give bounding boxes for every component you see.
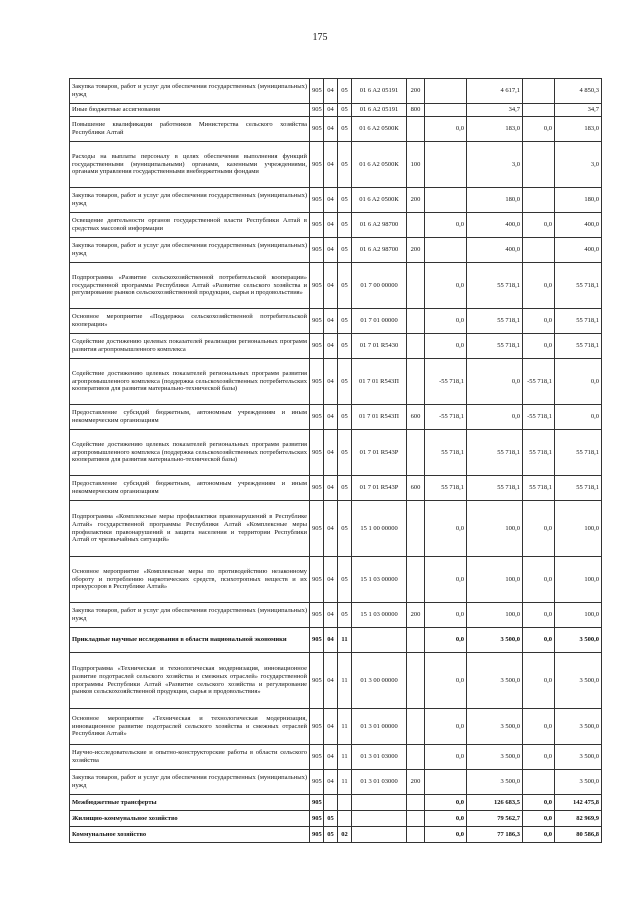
- table-row: [70, 653, 602, 709]
- row-target-article: [352, 795, 407, 811]
- row-section: 04: [324, 476, 338, 501]
- row-expense-type: [407, 795, 425, 811]
- row-expense-type: 200: [407, 188, 425, 213]
- row-grbs: 905: [310, 653, 324, 709]
- row-amount-2021: 3 500,0: [467, 745, 523, 770]
- row-change-2021: [425, 79, 467, 104]
- row-grbs: 905: [310, 770, 324, 795]
- row-amount-2021: 0,0: [467, 359, 523, 405]
- row-name: Содействие достижению целевых показателей реализации региональных программ развития агропромышленного комплекса: [70, 334, 310, 359]
- table-row: [70, 476, 602, 501]
- row-subsection: 05: [338, 476, 352, 501]
- table-row: [70, 142, 602, 188]
- row-amount-2021: 183,0: [467, 117, 523, 142]
- row-amount-2021: 100,0: [467, 501, 523, 557]
- row-change-2022: 0,0: [523, 827, 555, 843]
- table-row: [70, 827, 602, 843]
- row-grbs: 905: [310, 104, 324, 117]
- row-target-article: 01 3 00 00000: [352, 653, 407, 709]
- row-change-2022: -55 718,1: [523, 405, 555, 430]
- row-amount-2022: 400,0: [555, 213, 602, 238]
- row-grbs: 905: [310, 709, 324, 745]
- row-expense-type: 100: [407, 142, 425, 188]
- row-subsection: 05: [338, 501, 352, 557]
- row-subsection: 05: [338, 117, 352, 142]
- row-change-2021: 55 718,1: [425, 476, 467, 501]
- row-target-article: 01 7 01 R543П: [352, 359, 407, 405]
- row-section: 04: [324, 501, 338, 557]
- row-target-article: 01 6 A2 98700: [352, 238, 407, 263]
- row-expense-type: [407, 359, 425, 405]
- row-change-2022: 0,0: [523, 557, 555, 603]
- row-expense-type: [407, 709, 425, 745]
- table-row: [70, 811, 602, 827]
- row-grbs: 905: [310, 142, 324, 188]
- row-section: 04: [324, 117, 338, 142]
- row-name: Закупка товаров, работ и услуг для обеспечения государственных (муниципальных) нужд: [70, 79, 310, 104]
- row-grbs: 905: [310, 827, 324, 843]
- row-change-2022: 0,0: [523, 795, 555, 811]
- row-subsection: 05: [338, 359, 352, 405]
- row-target-article: 15 1 00 00000: [352, 501, 407, 557]
- row-subsection: [338, 795, 352, 811]
- row-change-2022: 0,0: [523, 334, 555, 359]
- row-section: 04: [324, 709, 338, 745]
- row-section: 04: [324, 309, 338, 334]
- table-row: [70, 334, 602, 359]
- row-target-article: 01 6 A2 0500К: [352, 142, 407, 188]
- row-subsection: 05: [338, 557, 352, 603]
- row-grbs: 905: [310, 795, 324, 811]
- row-expense-type: 200: [407, 603, 425, 628]
- row-name: Освещение деятельности органов государственной власти Республики Алтай в средствах массовой информации: [70, 213, 310, 238]
- row-target-article: 01 7 01 R5430: [352, 334, 407, 359]
- row-section: 04: [324, 142, 338, 188]
- row-change-2021: 0,0: [425, 334, 467, 359]
- row-amount-2022: 183,0: [555, 117, 602, 142]
- row-target-article: [352, 827, 407, 843]
- row-grbs: 905: [310, 405, 324, 430]
- row-expense-type: [407, 334, 425, 359]
- row-grbs: 905: [310, 117, 324, 142]
- row-change-2021: 0,0: [425, 653, 467, 709]
- row-change-2021: 0,0: [425, 811, 467, 827]
- row-change-2022: 0,0: [523, 213, 555, 238]
- row-change-2022: 0,0: [523, 117, 555, 142]
- table-row: [70, 359, 602, 405]
- row-amount-2022: 100,0: [555, 557, 602, 603]
- row-name: Жилищно-коммунальное хозяйство: [70, 811, 310, 827]
- row-change-2021: 0,0: [425, 117, 467, 142]
- row-target-article: 01 7 01 R543П: [352, 405, 407, 430]
- row-change-2021: 0,0: [425, 501, 467, 557]
- row-amount-2021: 100,0: [467, 557, 523, 603]
- row-name: Подпрограмма «Комплексные меры профилактики правонарушений в Республике Алтай» государственной программы Республики Алтай «Комплексные меры профилактики правонарушений и защита населения и территории Республики Алтай от чрезвычайных ситуаций»: [70, 501, 310, 557]
- row-change-2022: 0,0: [523, 501, 555, 557]
- row-amount-2021: 100,0: [467, 603, 523, 628]
- row-target-article: 01 6 A2 05191: [352, 79, 407, 104]
- row-change-2022: [523, 142, 555, 188]
- row-amount-2021: 79 562,7: [467, 811, 523, 827]
- row-change-2022: 0,0: [523, 811, 555, 827]
- row-amount-2021: 55 718,1: [467, 430, 523, 476]
- row-name: Основное мероприятие «Техническая и технологическая модернизация, инновационное развитие подотраслей сельского хозяйства и смежных отраслей Республики Алтай»: [70, 709, 310, 745]
- row-amount-2021: 3,0: [467, 142, 523, 188]
- table-row: [70, 309, 602, 334]
- row-subsection: 02: [338, 827, 352, 843]
- row-amount-2022: 142 475,8: [555, 795, 602, 811]
- row-expense-type: [407, 263, 425, 309]
- row-section: 04: [324, 104, 338, 117]
- row-name: Основное мероприятие «Поддержка сельскохозяйственной потребительской кооперации»: [70, 309, 310, 334]
- row-name: Предоставление субсидий бюджетным, автономным учреждениям и иным некоммерческим организациям: [70, 476, 310, 501]
- row-amount-2021: 0,0: [467, 405, 523, 430]
- row-name: Иные бюджетные ассигнования: [70, 104, 310, 117]
- row-target-article: 01 3 01 00000: [352, 709, 407, 745]
- row-amount-2021: 55 718,1: [467, 476, 523, 501]
- row-change-2021: [425, 238, 467, 263]
- row-change-2021: [425, 188, 467, 213]
- row-amount-2021: 3 500,0: [467, 770, 523, 795]
- row-subsection: 05: [338, 79, 352, 104]
- row-subsection: 05: [338, 213, 352, 238]
- row-amount-2021: 3 500,0: [467, 628, 523, 653]
- row-amount-2021: 180,0: [467, 188, 523, 213]
- row-expense-type: 200: [407, 79, 425, 104]
- row-subsection: 05: [338, 334, 352, 359]
- row-change-2021: 0,0: [425, 745, 467, 770]
- table-row: [70, 770, 602, 795]
- row-target-article: 01 7 01 R543Р: [352, 430, 407, 476]
- row-amount-2022: 3 500,0: [555, 653, 602, 709]
- row-expense-type: 200: [407, 770, 425, 795]
- row-change-2022: [523, 238, 555, 263]
- row-change-2022: 0,0: [523, 709, 555, 745]
- row-change-2021: [425, 104, 467, 117]
- row-section: 04: [324, 745, 338, 770]
- row-name: Подпрограмма «Техническая и технологическая модернизация, инновационное развитие подотраслей сельского хозяйства и смежных отраслей» государственной программы Республики Алтай «Развитие сельского хозяйства и регулирование рынков сельскохозяйственной продукции, сырья и продовольствия»: [70, 653, 310, 709]
- row-change-2021: 0,0: [425, 603, 467, 628]
- row-target-article: 01 7 00 00000: [352, 263, 407, 309]
- row-change-2021: 0,0: [425, 263, 467, 309]
- row-amount-2022: 3 500,0: [555, 745, 602, 770]
- row-change-2022: 0,0: [523, 628, 555, 653]
- row-amount-2022: 55 718,1: [555, 334, 602, 359]
- row-target-article: 01 6 A2 05191: [352, 104, 407, 117]
- row-grbs: 905: [310, 811, 324, 827]
- row-subsection: 05: [338, 263, 352, 309]
- row-name: Закупка товаров, работ и услуг для обеспечения государственных (муниципальных) нужд: [70, 770, 310, 795]
- row-amount-2022: 34,7: [555, 104, 602, 117]
- row-section: 04: [324, 334, 338, 359]
- row-amount-2021: 400,0: [467, 238, 523, 263]
- row-change-2021: 0,0: [425, 628, 467, 653]
- row-target-article: 01 7 01 R543Р: [352, 476, 407, 501]
- row-subsection: 05: [338, 188, 352, 213]
- row-expense-type: 600: [407, 405, 425, 430]
- row-target-article: 15 1 03 00000: [352, 557, 407, 603]
- row-expense-type: [407, 827, 425, 843]
- row-grbs: 905: [310, 603, 324, 628]
- table-row: [70, 238, 602, 263]
- row-grbs: 905: [310, 309, 324, 334]
- row-section: 04: [324, 430, 338, 476]
- row-section: 04: [324, 188, 338, 213]
- table-row: [70, 188, 602, 213]
- row-change-2021: 0,0: [425, 309, 467, 334]
- row-change-2021: 0,0: [425, 827, 467, 843]
- row-expense-type: [407, 117, 425, 142]
- row-amount-2021: 4 617,1: [467, 79, 523, 104]
- row-expense-type: 800: [407, 104, 425, 117]
- row-change-2022: -55 718,1: [523, 359, 555, 405]
- row-amount-2022: 55 718,1: [555, 263, 602, 309]
- row-change-2022: [523, 770, 555, 795]
- row-section: 04: [324, 603, 338, 628]
- row-amount-2022: 180,0: [555, 188, 602, 213]
- table-row: [70, 745, 602, 770]
- row-subsection: 05: [338, 603, 352, 628]
- row-name: Межбюджетные трансферты: [70, 795, 310, 811]
- row-subsection: 05: [338, 142, 352, 188]
- row-section: 04: [324, 79, 338, 104]
- row-subsection: 11: [338, 628, 352, 653]
- row-amount-2022: 3,0: [555, 142, 602, 188]
- table-row: [70, 79, 602, 104]
- table-row: [70, 405, 602, 430]
- row-name: Коммунальное хозяйство: [70, 827, 310, 843]
- row-amount-2022: 0,0: [555, 405, 602, 430]
- row-change-2021: 55 718,1: [425, 430, 467, 476]
- row-grbs: 905: [310, 238, 324, 263]
- row-amount-2021: 126 683,5: [467, 795, 523, 811]
- row-expense-type: [407, 811, 425, 827]
- row-name: Расходы на выплаты персоналу в целях обеспечения выполнения функций государственными (муниципальными) органами, казенными учреждениями, органами управления государственными внебюджетными фондами: [70, 142, 310, 188]
- row-name: Научно-исследовательские и опытно-конструкторские работы в области сельского хозяйства: [70, 745, 310, 770]
- row-amount-2022: 400,0: [555, 238, 602, 263]
- row-grbs: 905: [310, 628, 324, 653]
- row-section: 04: [324, 405, 338, 430]
- row-change-2021: [425, 770, 467, 795]
- row-grbs: 905: [310, 557, 324, 603]
- row-change-2021: 0,0: [425, 795, 467, 811]
- row-expense-type: [407, 309, 425, 334]
- row-amount-2021: 55 718,1: [467, 334, 523, 359]
- row-target-article: [352, 628, 407, 653]
- row-amount-2022: 3 500,0: [555, 770, 602, 795]
- row-amount-2022: 55 718,1: [555, 430, 602, 476]
- row-expense-type: [407, 628, 425, 653]
- row-subsection: 05: [338, 309, 352, 334]
- row-amount-2022: 0,0: [555, 359, 602, 405]
- row-amount-2022: 82 969,9: [555, 811, 602, 827]
- row-section: 04: [324, 213, 338, 238]
- row-subsection: 11: [338, 709, 352, 745]
- row-change-2021: -55 718,1: [425, 405, 467, 430]
- row-amount-2021: 3 500,0: [467, 709, 523, 745]
- row-grbs: 905: [310, 188, 324, 213]
- row-subsection: 11: [338, 770, 352, 795]
- row-grbs: 905: [310, 79, 324, 104]
- table-row: [70, 603, 602, 628]
- row-subsection: 05: [338, 405, 352, 430]
- row-change-2022: 0,0: [523, 653, 555, 709]
- row-change-2021: 0,0: [425, 709, 467, 745]
- row-amount-2021: 77 186,3: [467, 827, 523, 843]
- row-grbs: 905: [310, 263, 324, 309]
- row-target-article: 01 6 A2 0500К: [352, 117, 407, 142]
- row-target-article: 01 6 A2 98700: [352, 213, 407, 238]
- table-row: [70, 117, 602, 142]
- row-section: 05: [324, 811, 338, 827]
- row-change-2022: [523, 104, 555, 117]
- table-row: [70, 501, 602, 557]
- row-change-2021: -55 718,1: [425, 359, 467, 405]
- row-target-article: 01 3 01 03000: [352, 770, 407, 795]
- row-name: Закупка товаров, работ и услуг для обеспечения государственных (муниципальных) нужд: [70, 603, 310, 628]
- row-name: Содействие достижению целевых показателей региональных программ развития агропромышленного комплекса (поддержка сельскохозяйственных потребительских кооперативов для развития материально-технической базы): [70, 359, 310, 405]
- table-row: [70, 213, 602, 238]
- row-amount-2022: 4 850,3: [555, 79, 602, 104]
- row-amount-2022: 100,0: [555, 501, 602, 557]
- row-change-2022: 55 718,1: [523, 476, 555, 501]
- row-amount-2021: 400,0: [467, 213, 523, 238]
- row-grbs: 905: [310, 213, 324, 238]
- table-row: [70, 795, 602, 811]
- row-grbs: 905: [310, 430, 324, 476]
- row-expense-type: 200: [407, 238, 425, 263]
- row-amount-2021: 3 500,0: [467, 653, 523, 709]
- row-grbs: 905: [310, 501, 324, 557]
- row-change-2022: 0,0: [523, 309, 555, 334]
- row-name: Подпрограмма «Развитие сельскохозяйственной потребительской кооперации» государственной программы Республики Алтай «Развитие сельского хозяйства и регулирование рынков сельскохозяйственной продукции, сырья и продовольствия»: [70, 263, 310, 309]
- row-change-2022: 0,0: [523, 745, 555, 770]
- row-section: 05: [324, 827, 338, 843]
- row-target-article: 01 7 01 00000: [352, 309, 407, 334]
- row-grbs: 905: [310, 476, 324, 501]
- row-section: [324, 795, 338, 811]
- row-change-2021: [425, 142, 467, 188]
- table-row: [70, 104, 602, 117]
- row-amount-2021: 55 718,1: [467, 309, 523, 334]
- row-name: Закупка товаров, работ и услуг для обеспечения государственных (муниципальных) нужд: [70, 238, 310, 263]
- row-amount-2021: 55 718,1: [467, 263, 523, 309]
- row-name: Повышение квалификации работников Министерства сельского хозяйства Республики Алтай: [70, 117, 310, 142]
- row-section: 04: [324, 238, 338, 263]
- row-subsection: 05: [338, 430, 352, 476]
- row-expense-type: [407, 430, 425, 476]
- row-subsection: 11: [338, 745, 352, 770]
- row-amount-2022: 3 500,0: [555, 709, 602, 745]
- row-amount-2022: 100,0: [555, 603, 602, 628]
- row-grbs: 905: [310, 334, 324, 359]
- row-target-article: 01 3 01 03000: [352, 745, 407, 770]
- row-name: Основное мероприятие «Комплексные меры по противодействию незаконному обороту и потреблению наркотических средств, психотропных веществ и их прекурсоров в Республике Алтай»: [70, 557, 310, 603]
- row-change-2022: 0,0: [523, 603, 555, 628]
- row-target-article: 15 1 03 00000: [352, 603, 407, 628]
- row-section: 04: [324, 653, 338, 709]
- row-name: Закупка товаров, работ и услуг для обеспечения государственных (муниципальных) нужд: [70, 188, 310, 213]
- budget-table: [69, 78, 602, 843]
- table-row: [70, 709, 602, 745]
- row-change-2021: 0,0: [425, 213, 467, 238]
- row-change-2022: 0,0: [523, 263, 555, 309]
- row-amount-2021: 34,7: [467, 104, 523, 117]
- row-name: Предоставление субсидий бюджетным, автономным учреждениям и иным некоммерческим организациям: [70, 405, 310, 430]
- row-target-article: 01 6 A2 0500К: [352, 188, 407, 213]
- row-change-2021: 0,0: [425, 557, 467, 603]
- row-amount-2022: 3 500,0: [555, 628, 602, 653]
- row-subsection: 11: [338, 653, 352, 709]
- row-section: 04: [324, 770, 338, 795]
- table-row: [70, 628, 602, 653]
- row-grbs: 905: [310, 745, 324, 770]
- row-change-2022: 55 718,1: [523, 430, 555, 476]
- row-target-article: [352, 811, 407, 827]
- row-expense-type: [407, 653, 425, 709]
- table-row: [70, 557, 602, 603]
- row-expense-type: [407, 501, 425, 557]
- row-expense-type: [407, 557, 425, 603]
- row-change-2022: [523, 188, 555, 213]
- row-section: 04: [324, 628, 338, 653]
- row-expense-type: [407, 745, 425, 770]
- row-subsection: [338, 811, 352, 827]
- row-section: 04: [324, 359, 338, 405]
- page-number: 175: [312, 32, 328, 43]
- budget-table-body: [70, 79, 602, 843]
- row-amount-2022: 55 718,1: [555, 309, 602, 334]
- row-name: Прикладные научные исследования в области национальной экономики: [70, 628, 310, 653]
- row-change-2022: [523, 79, 555, 104]
- row-expense-type: [407, 213, 425, 238]
- row-amount-2022: 55 718,1: [555, 476, 602, 501]
- row-grbs: 905: [310, 359, 324, 405]
- row-name: Содействие достижению целевых показателей региональных программ развития агропромышленного комплекса (поддержка сельскохозяйственных потребительских кооперативов для развития материально-технической базы): [70, 430, 310, 476]
- row-expense-type: 600: [407, 476, 425, 501]
- row-amount-2022: 80 586,8: [555, 827, 602, 843]
- row-subsection: 05: [338, 238, 352, 263]
- table-row: [70, 430, 602, 476]
- row-section: 04: [324, 557, 338, 603]
- row-section: 04: [324, 263, 338, 309]
- row-subsection: 05: [338, 104, 352, 117]
- table-row: [70, 263, 602, 309]
